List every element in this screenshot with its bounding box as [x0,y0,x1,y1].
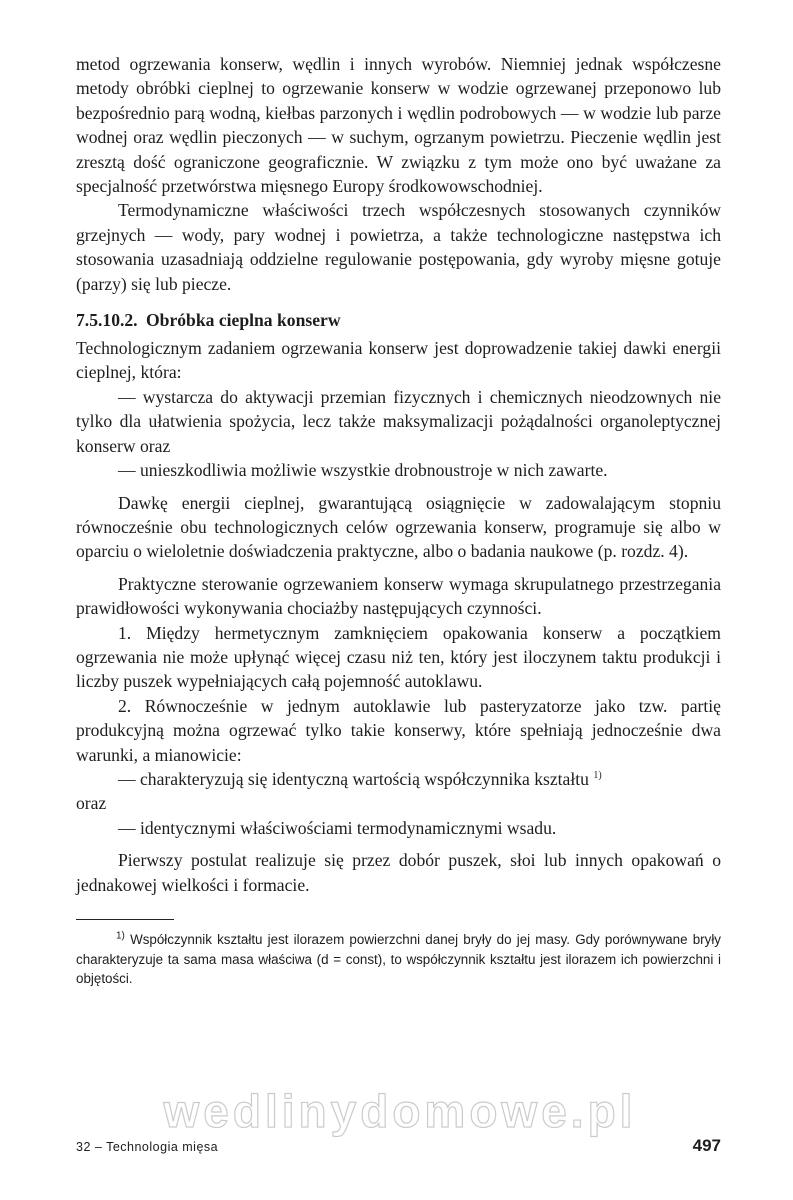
paragraph-3: Technologicznym zadaniem ogrzewania konserw jest doprowadzenie takiej dawki energii cieplnej, która: [76,338,721,383]
section-heading [76,308,721,332]
list-item-dash-3-tail: oraz [76,793,107,814]
watermark: wedlinydomowe.pl [163,1085,637,1137]
footnote-text: Współczynnik kształtu jest ilorazem powierzchni danej bryły do jej masy. Gdy porównywane bryły charakteryzuje ta sama masa właściwa (d = const), to współczynnik kształtu jest ilorazem ich powierzchni i objętości. [76,932,721,986]
paragraph-4: Dawkę energii cieplnej, gwarantującą osiągnięcie w zadowalającym stopniu równocześnie obu technologicznych celów ogrzewania konserw, programuje się albo w oparciu o wieloletnie doświadczenia praktyczne, albo o badania naukowe (p. rozdz. 4). [76,492,721,562]
list-item-dash-3 [76,767,721,816]
page-number: 497 [692,1136,721,1155]
paragraph-7: 2. Równocześnie w jednym autoklawie lub pasteryzatorze jako tzw. partię produkcyjną można ogrzewać tylko takie konserwy, które spełniają jednocześnie dwa warunki, a mianowicie: [76,695,721,765]
list-item-dash-1: — wystarcza do aktywacji przemian fizycznych i chemicznych nieodzownych nie tylko dla ułatwienia spożycia, lecz także maksymalizacji pożądalności organoleptycznej konserw oraz [76,386,721,456]
list-item-dash-4: — identycznymi właściwościami termodynamicznymi wsadu. [118,817,557,838]
list-item-dash-3-text: — charakteryzują się identyczną wartością współczynnika kształtu [118,768,589,789]
paragraph-1: metod ogrzewania konserw, wędlin i innych wyrobów. Niemniej jednak współczesne metody obróbki cieplnej to ogrzewanie konserw w wodzie ogrzewanej przeponowo lub bezpośrednio parą wodną, kiełbas parzonych i wędlin podrobowych — w wodzie lub parze wodnej oraz wędlin pieczonych — w suchym, ogrzanym powietrzu. Pieczenie wędlin jest zresztą dość ograniczone geograficznie. W związku z tym może ono być uważane za specjalność przetwórstwa mięsnego Europy środkowowschodniej. [76,54,721,197]
section-number: 7.5.10.2. [76,310,138,331]
page-footer [76,1136,721,1164]
footnote-marker: 1) [116,930,125,942]
list-item-dash-2: — unieszkodliwia możliwie wszystkie drobnoustroje w nich zawarte. [118,460,608,481]
footnote-divider [76,919,174,920]
paragraph-2: Termodynamiczne właściwości trzech współczesnych stosowanych czynników grzejnych — wody, pary wodnej i powietrza, a także technologiczne następstwa ich stosowania uzasadniają oddzielne regulowanie postępowania, gdy wyroby mięsne gotuje (parzy) się lub piecze. [76,200,721,294]
paragraph-5: Praktyczne sterowanie ogrzewaniem konserw wymaga skrupulatnego przestrzegania prawidłowości wykonywania chociażby następujących czynności. [76,573,721,619]
page-body [76,52,721,989]
section-title: Obróbka cieplna konserw [145,310,341,331]
paragraph-8: Pierwszy postulat realizuje się przez dobór puszek, słoi lub innych opakowań o jednakowej wielkości i formacie. [76,850,721,895]
signature-mark: 32 – Technologia mięsa [76,1140,219,1154]
footnote-reference: 1) [593,770,602,782]
footnote [76,930,721,989]
paragraph-6: 1. Między hermetycznym zamknięciem opakowania konserw a początkiem ogrzewania nie może upłynąć więcej czasu niż ten, który jest iloczynem taktu produkcji i liczby puszek wypełniających całą pojemność autoklawu. [76,622,721,692]
